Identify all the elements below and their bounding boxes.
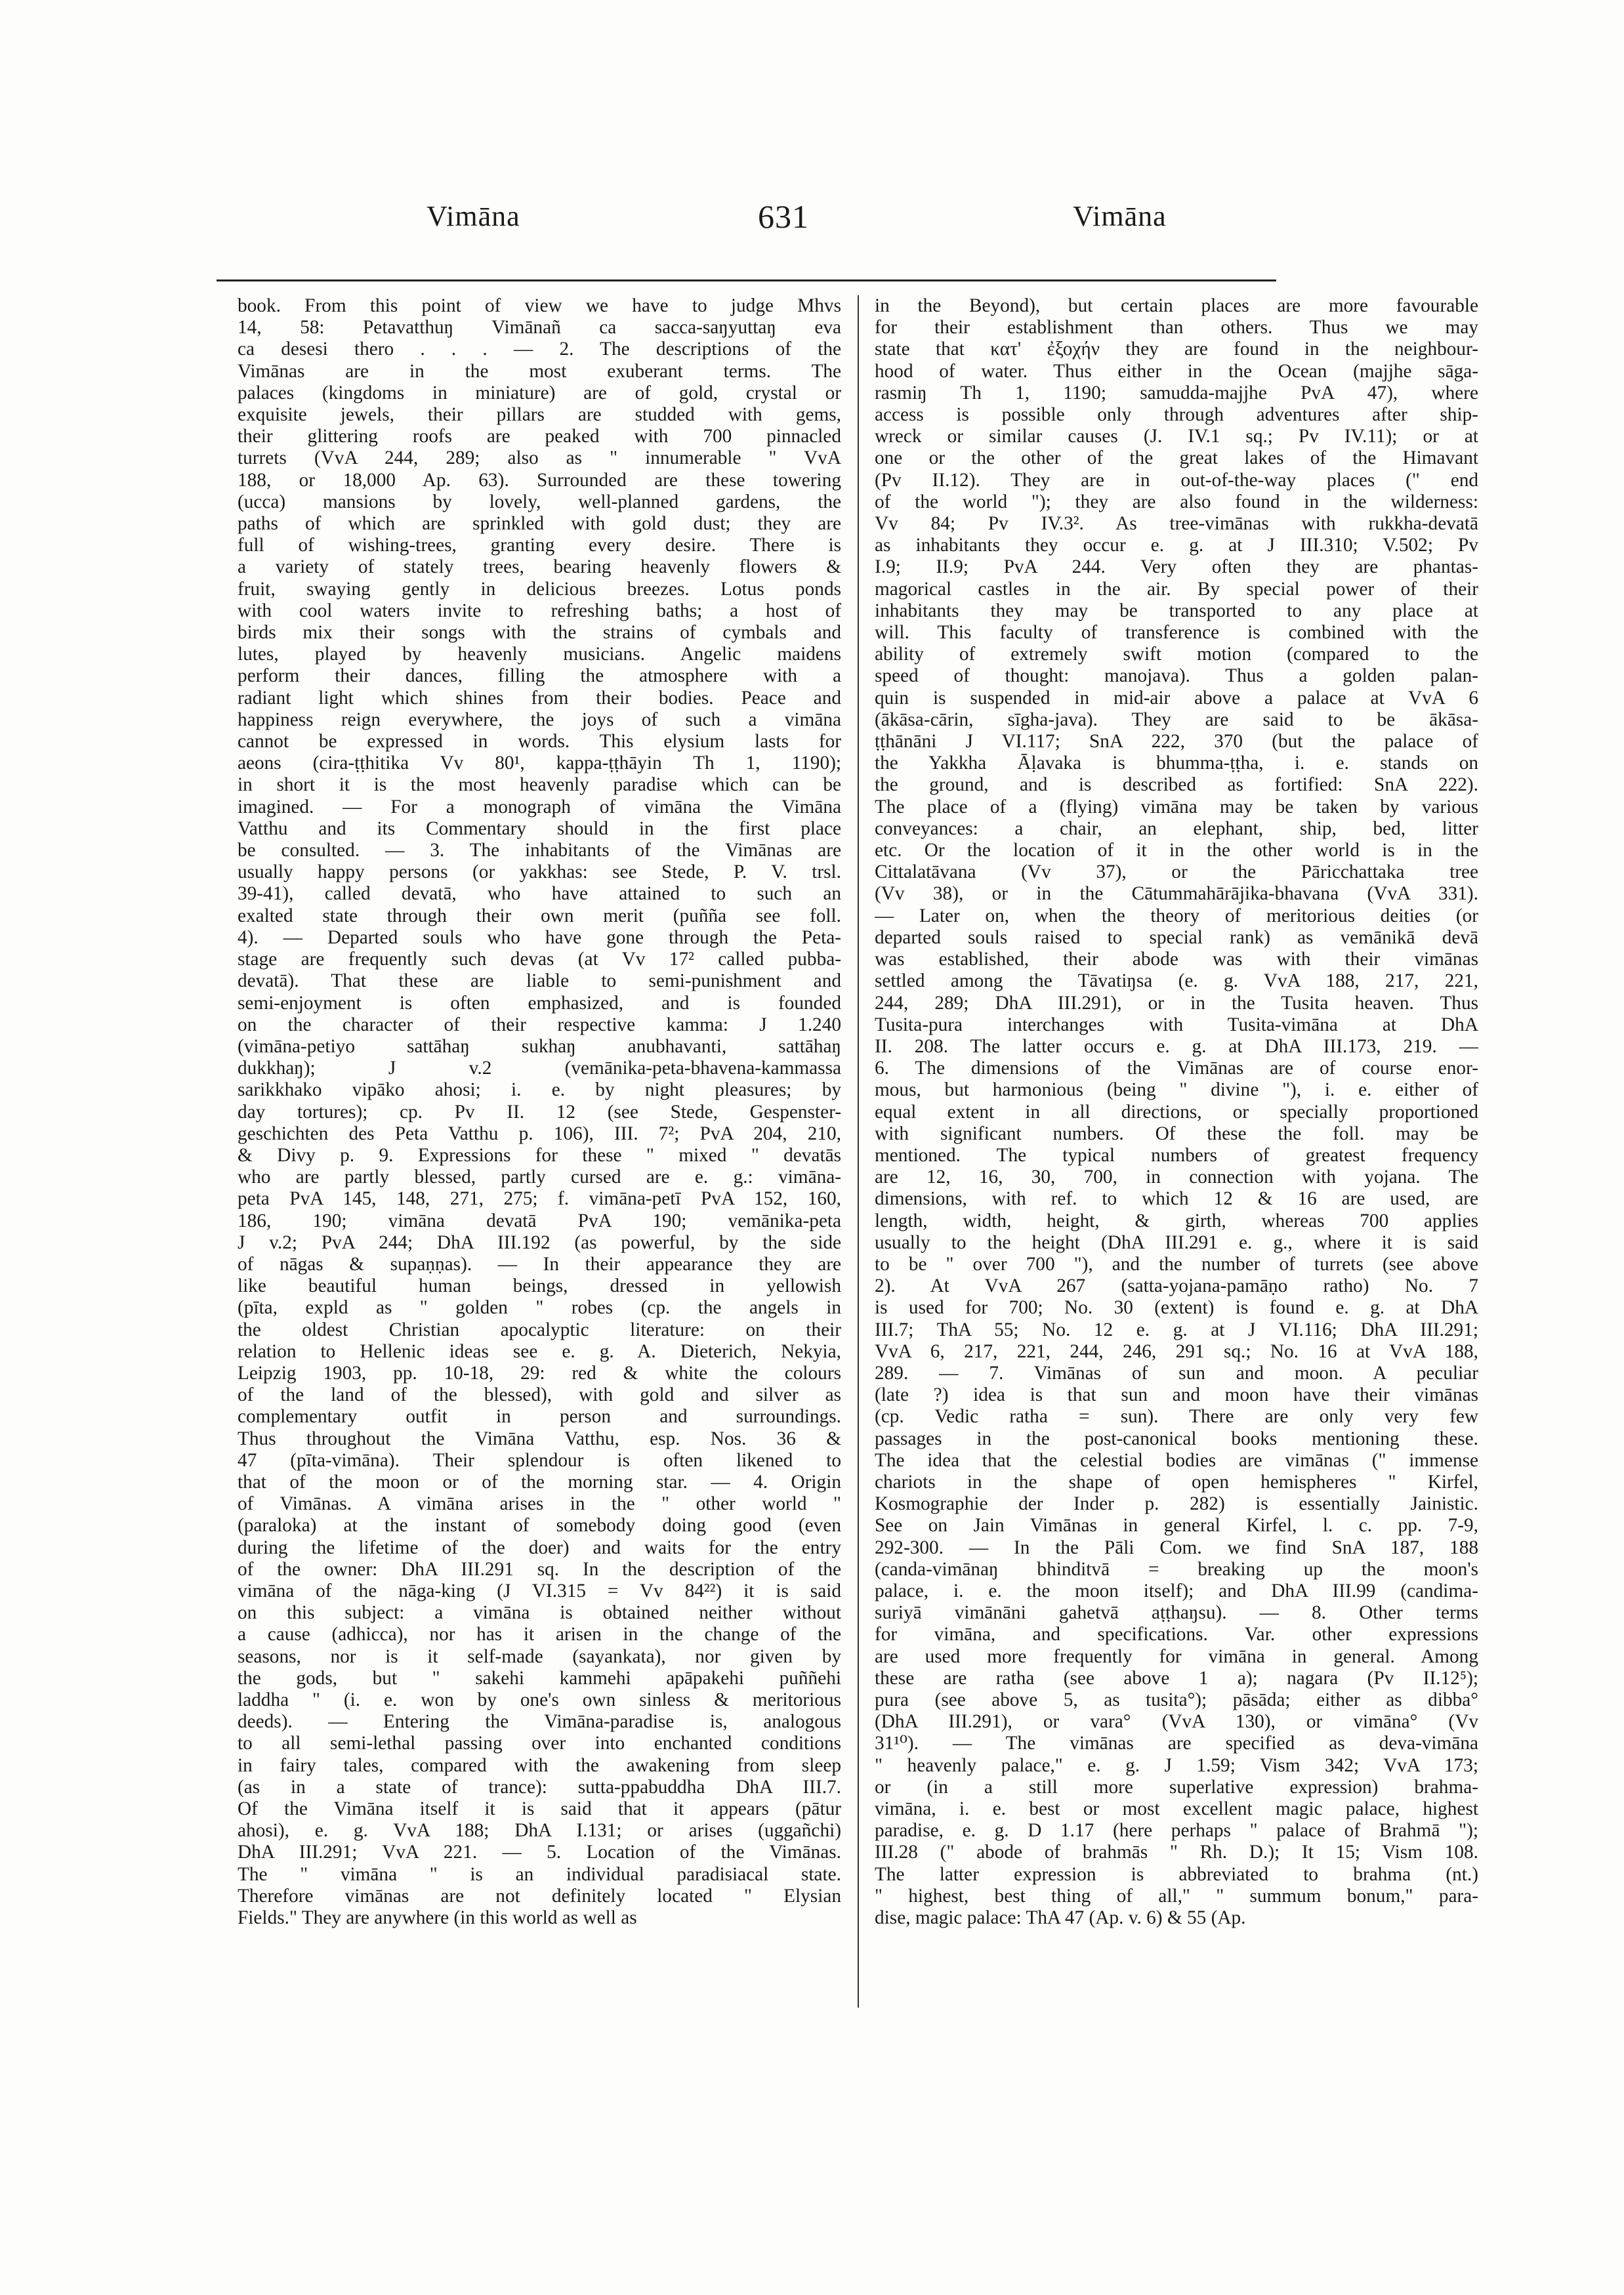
text-line: who are partly blessed, partly cursed are e. g.: vimāna- <box>238 1167 841 1188</box>
text-line: these are ratha (see above 1 a); nagara (Pv II.12⁵); <box>875 1667 1478 1689</box>
text-line: to be " over 700 "), and the number of turrets (see above <box>875 1253 1478 1275</box>
text-line: of the land of the blessed), with gold and silver as <box>238 1384 841 1406</box>
text-line: 31¹⁰). — The vimānas are specified as deva-vimāna <box>875 1733 1478 1754</box>
text-line: the gods, but " sakehi kammehi apāpakehi puññehi <box>238 1667 841 1689</box>
text-line: Fields." They are anywhere (in this world as well as <box>238 1907 637 1929</box>
text-line: stage are frequently such devas (at Vv 17² called pubba- <box>238 949 841 970</box>
text-line: dise, magic palace: ThA 47 (Ap. v. 6) & 55 (Ap. <box>875 1907 1246 1929</box>
text-line: the Yakkha Āḷavaka is bhumma-ṭṭha, i. e. stands on <box>875 753 1478 774</box>
text-line: deeds). — Entering the Vimāna-paradise is, analogous <box>238 1711 841 1733</box>
text-line: happiness reign everywhere, the joys of such a vimāna <box>238 709 841 730</box>
text-line: mous, but harmonious (being " divine "), i. e. either of <box>875 1079 1478 1101</box>
text-line: The latter expression is abbreviated to brahma (nt.) <box>875 1863 1478 1885</box>
text-line: palaces (kingdoms in miniature) are of gold, crystal or <box>238 382 841 403</box>
text-line: in short it is the most heavenly paradise which can be <box>238 774 841 796</box>
text-line: birds mix their songs with the strains of cymbals and <box>238 622 841 644</box>
header-left-title: Vimāna <box>427 200 520 232</box>
text-line: VvA 6, 217, 221, 244, 246, 291 sq.; No. 16 at VvA 188, <box>875 1340 1478 1362</box>
text-line: exquisite jewels, their pillars are studded with gems, <box>238 404 841 426</box>
text-line: 6. The dimensions of the Vimānas are of course enor- <box>875 1058 1478 1079</box>
text-line: speed of thought: manojava). Thus a golden palan- <box>875 665 1478 687</box>
left-column <box>238 295 841 2008</box>
text-line: full of wishing-trees, granting every desire. There is <box>238 535 841 556</box>
text-line: of the world "); they are also found in the wilderness: <box>875 491 1478 512</box>
text-line: — Later on, when the theory of meritorious deities (or <box>875 905 1478 926</box>
text-line: ahosi), e. g. VvA 188; DhA I.131; or arises (uggañchi) <box>238 1820 841 1842</box>
text-line: sarikkhako vipāko ahosi; i. e. by night pleasures; by <box>238 1079 841 1101</box>
text-line: Cittalatāvana (Vv 37), or the Pāricchattaka tree <box>875 861 1478 883</box>
text-line: 186, 190; vimāna devatā PvA 190; vemānika-peta <box>238 1210 841 1231</box>
text-line: (canda-vimānaŋ bhinditvā = breaking up the moon's <box>875 1558 1478 1580</box>
text-line: cannot be expressed in words. This elysium lasts for <box>238 731 841 753</box>
text-line: relation to Hellenic ideas see e. g. A. Dieterich, Nekyia, <box>238 1340 841 1362</box>
text-line: or (in a still more superlative expression) brahma- <box>875 1776 1478 1798</box>
text-line: for vimāna, and specifications. Var. other expressions <box>875 1624 1478 1645</box>
text-line: hood of water. Thus either in the Ocean (majjhe sāga- <box>875 360 1478 382</box>
text-line: See on Jain Vimānas in general Kirfel, l. c. pp. 7-9, <box>875 1515 1478 1537</box>
text-line: palace, i. e. the moon itself); and DhA III.99 (candima- <box>875 1580 1478 1602</box>
text-line: (Pv II.12). They are in out-of-the-way places (" end <box>875 469 1478 491</box>
text-line: vimāna, i. e. best or most excellent magic palace, highest <box>875 1798 1478 1820</box>
text-line: 47 (pīta-vimāna). Their splendour is often likened to <box>238 1449 841 1471</box>
text-line: was established, their abode was with their vimānas <box>875 949 1478 970</box>
text-line: suriyā vimānāni gahetvā aṭṭhaŋsu). — 8. Other terms <box>875 1602 1478 1624</box>
text-line: seasons, nor is it self-made (sayankata), nor given by <box>238 1645 841 1667</box>
text-line: wreck or similar causes (J. IV.1 sq.; Pv IV.11); or at <box>875 426 1478 447</box>
text-line: day tortures); cp. Pv II. 12 (see Stede, Gespenster- <box>238 1101 841 1123</box>
text-line: state that κατ' ἐξοχήν they are found in the neighbour- <box>875 339 1478 360</box>
text-line: complementary outfit in person and surroundings. <box>238 1406 841 1428</box>
text-line: (paraloka) at the instant of somebody doing good (even <box>238 1515 841 1537</box>
text-line: in the Beyond), but certain places are more favourable <box>875 295 1478 316</box>
text-line: Of the Vimāna itself it is said that it appears (pātur <box>238 1798 841 1820</box>
text-line: ca desesi thero . . . — 2. The descriptions of the <box>238 339 841 360</box>
paragraph <box>238 295 841 1929</box>
text-line: " heavenly palace," e. g. J 1.59; Vism 342; VvA 173; <box>875 1754 1478 1776</box>
text-line: ṭṭhānāni J VI.117; SnA 222, 370 (but the palace of <box>875 731 1478 753</box>
text-line: Vatthu and its Commentary should in the first place <box>238 817 841 839</box>
text-line: & Divy p. 9. Expressions for these " mixed " devatās <box>238 1144 841 1166</box>
text-line: the oldest Christian apocalyptic literature: on their <box>238 1319 841 1340</box>
text-line: that of the moon or of the morning star. — 4. Origin <box>238 1471 841 1493</box>
text-line: 14, 58: Petavatthuŋ Vimānañ ca sacca-saŋyuttaŋ eva <box>238 317 841 339</box>
text-line: 4). — Departed souls who have gone through the Peta- <box>238 926 841 948</box>
text-line: (pīta, expld as " golden " robes (cp. the angels in <box>238 1297 841 1319</box>
text-line: devatā). That these are liable to semi-punishment and <box>238 970 841 992</box>
text-line: (ucca) mansions by lovely, well-planned gardens, the <box>238 491 841 512</box>
text-line: access is possible only through adventures after ship- <box>875 404 1478 426</box>
text-line: (vimāna-petiyo sattāhaŋ sukhaŋ anubhavanti, sattāhaŋ <box>238 1035 841 1057</box>
text-line: J v.2; PvA 244; DhA III.192 (as powerful, by the side <box>238 1231 841 1253</box>
text-line: etc. Or the location of it in the other world is in the <box>875 840 1478 861</box>
text-line: (Vv 38), or in the Cātummahārājika-bhavana (VvA 331). <box>875 883 1478 905</box>
text-line: DhA III.291; VvA 221. — 5. Location of the Vimānas. <box>238 1842 841 1863</box>
paragraph <box>875 295 1478 1929</box>
text-line: 188, or 18,000 Ap. 63). Surrounded are these towering <box>238 469 841 491</box>
text-line: ability of extremely swift motion (compared to the <box>875 644 1478 665</box>
text-line: 39-41), called devatā, who have attained to such an <box>238 883 841 905</box>
text-line: laddha " (i. e. won by one's own sinless & meritorious <box>238 1689 841 1710</box>
text-line: radiant light which shines from their bodies. Peace and <box>238 687 841 709</box>
page-number: 631 <box>758 198 809 235</box>
text-line: their glittering roofs are peaked with 700 pinnacled <box>238 426 841 447</box>
text-line: Vimānas are in the most exuberant terms. The <box>238 360 841 382</box>
text-line: passages in the post-canonical books mentioning these. <box>875 1428 1478 1449</box>
text-line: are 12, 16, 30, 700, in connection with yojana. The <box>875 1167 1478 1188</box>
text-line: are used more frequently for vimāna in general. Among <box>875 1645 1478 1667</box>
text-line: (DhA III.291), or vara° (VvA 130), or vimāna° (Vv <box>875 1711 1478 1733</box>
text-line: for their establishment than others. Thus we may <box>875 317 1478 339</box>
text-line: 289. — 7. Vimānas of sun and moon. A peculiar <box>875 1362 1478 1384</box>
text-line: semi-enjoyment is often emphasized, and is founded <box>238 992 841 1014</box>
text-line: is used for 700; No. 30 (extent) is found e. g. at DhA <box>875 1297 1478 1319</box>
text-line: pura (see above 5, as tusita°); pāsāda; either as dibba° <box>875 1689 1478 1710</box>
text-line: on this subject: a vimāna is obtained neither without <box>238 1602 841 1624</box>
text-line: fruit, swaying gently in delicious breezes. Lotus ponds <box>238 578 841 600</box>
page-header <box>217 197 1276 276</box>
text-line: the ground, and is described as fortified: SnA 222). <box>875 774 1478 796</box>
text-line: aeons (cira-ṭṭhitika Vv 80¹, kappa-ṭṭhāyin Th 1, 1190); <box>238 753 841 774</box>
text-line: of nāgas & supaṇṇas). — In their appearance they are <box>238 1253 841 1275</box>
text-line: book. From this point of view we have to judge Mhvs <box>238 295 841 316</box>
text-line: 292-300. — In the Pāli Com. we find SnA 187, 188 <box>875 1537 1478 1558</box>
text-line: to all semi-lethal passing over into enchanted conditions <box>238 1733 841 1754</box>
text-line: turrets (VvA 244, 289; also as " innumerable " VvA <box>238 447 841 469</box>
text-line: quin is suspended in mid-air above a palace at VvA 6 <box>875 687 1478 709</box>
text-line: Tusita-pura interchanges with Tusita-vimāna at DhA <box>875 1014 1478 1035</box>
text-line: mentioned. The typical numbers of greatest frequency <box>875 1144 1478 1166</box>
text-line: 244, 289; DhA III.291), or in the Tusita heaven. Thus <box>875 992 1478 1014</box>
text-line: paradise, e. g. D 1.17 (here perhaps " palace of Brahmā "); <box>875 1820 1478 1842</box>
text-line: Thus throughout the Vimāna Vatthu, esp. Nos. 36 & <box>238 1428 841 1449</box>
text-line: paths of which are sprinkled with gold dust; they are <box>238 513 841 535</box>
text-line: imagined. — For a monograph of vimāna the Vimāna <box>238 796 841 817</box>
text-line: " highest, best thing of all," " summum bonum," para- <box>875 1885 1478 1907</box>
text-line: usually to the height (DhA III.291 e. g., where it is said <box>875 1231 1478 1253</box>
text-line: rasmiŋ Th 1, 1190; samudda-majjhe PvA 47), where <box>875 382 1478 403</box>
text-line: of Vimānas. A vimāna arises in the " other world " <box>238 1493 841 1515</box>
text-line: on the character of their respective kamma: J 1.240 <box>238 1014 841 1035</box>
text-line: The place of a (flying) vimāna may be taken by various <box>875 796 1478 817</box>
text-line: exalted state through their own merit (puñña see foll. <box>238 905 841 926</box>
text-line: inhabitants they may be transported to any place at <box>875 600 1478 621</box>
text-line: (as in a state of trance): sutta-ppabuddha DhA III.7. <box>238 1776 841 1798</box>
text-line: one or the other of the great lakes of the Himavant <box>875 447 1478 469</box>
text-line: a variety of stately trees, bearing heavenly flowers & <box>238 556 841 578</box>
text-line: during the lifetime of the doer) and waits for the entry <box>238 1537 841 1558</box>
text-line: I.9; II.9; PvA 244. Very often they are phantas- <box>875 556 1478 578</box>
text-line: Kosmographie der Inder p. 282) is essentially Jainistic. <box>875 1493 1478 1515</box>
text-line: III.28 (" abode of brahmās " Rh. D.); It 15; Vism 108. <box>875 1842 1478 1863</box>
text-line: length, width, height, & girth, whereas 700 applies <box>875 1210 1478 1231</box>
text-line: chariots in the shape of open hemispheres " Kirfel, <box>875 1471 1478 1493</box>
header-right-title: Vimāna <box>1073 200 1167 232</box>
text-line: departed souls raised to special rank) as vemānikā devā <box>875 926 1478 948</box>
text-line: vimāna of the nāga-king (J VI.315 = Vv 84²²) it is said <box>238 1580 841 1602</box>
text-line: usually happy persons (or yakkhas: see Stede, P. V. trsl. <box>238 861 841 883</box>
text-line: settled among the Tāvatiŋsa (e. g. VvA 188, 217, 221, <box>875 970 1478 992</box>
column-divider <box>858 295 859 2008</box>
text-line: The idea that the celestial bodies are vimānas (" immense <box>875 1449 1478 1471</box>
header-rule <box>217 279 1276 281</box>
text-line: 2). At VvA 267 (satta-yojana-pamāṇo ratho) No. 7 <box>875 1275 1478 1297</box>
text-line: (late ?) idea is that sun and moon have their vimānas <box>875 1384 1478 1406</box>
text-line: lutes, played by heavenly musicians. Angelic maidens <box>238 644 841 665</box>
text-line: of the owner: DhA III.291 sq. In the description of the <box>238 1558 841 1580</box>
text-line: equal extent in all directions, or specially proportioned <box>875 1101 1478 1123</box>
text-line: in fairy tales, compared with the awakening from sleep <box>238 1754 841 1776</box>
text-line: a cause (adhicca), nor has it arisen in the change of the <box>238 1624 841 1645</box>
text-line: Vv 84; Pv IV.3². As tree-vimānas with rukkha-devatā <box>875 513 1478 535</box>
text-line: (ākāsa-cārin, sīgha-java). They are said to be ākāsa- <box>875 709 1478 730</box>
text-line: (cp. Vedic ratha = sun). There are only very few <box>875 1406 1478 1428</box>
text-line: The " vimāna " is an individual paradisiacal state. <box>238 1863 841 1885</box>
text-line: like beautiful human beings, dressed in yellowish <box>238 1275 841 1297</box>
text-line: geschichten des Peta Vatthu p. 106), III. 7²; PvA 204, 210, <box>238 1123 841 1144</box>
right-column <box>875 295 1478 2008</box>
text-line: II. 208. The latter occurs e. g. at DhA III.173, 219. — <box>875 1035 1478 1057</box>
text-line: will. This faculty of transference is combined with the <box>875 622 1478 644</box>
text-line: dimensions, with ref. to which 12 & 16 are used, are <box>875 1188 1478 1210</box>
text-line: Therefore vimānas are not definitely located " Elysian <box>238 1885 841 1907</box>
text-line: conveyances: a chair, an elephant, ship, bed, litter <box>875 817 1478 839</box>
text-line: dukkhaŋ); J v.2 (vemānika-peta-bhavena-kammassa <box>238 1058 841 1079</box>
text-line: with significant numbers. Of these the foll. may be <box>875 1123 1478 1144</box>
text-line: be consulted. — 3. The inhabitants of the Vimānas are <box>238 840 841 861</box>
text-line: as inhabitants they occur e. g. at J III.310; V.502; Pv <box>875 535 1478 556</box>
text-line: perform their dances, filling the atmosphere with a <box>238 665 841 687</box>
text-line: with cool waters invite to refreshing baths; a host of <box>238 600 841 621</box>
text-line: magorical castles in the air. By special power of their <box>875 578 1478 600</box>
text-line: peta PvA 145, 148, 271, 275; f. vimāna-petī PvA 152, 160, <box>238 1188 841 1210</box>
text-line: III.7; ThA 55; No. 12 e. g. at J VI.116; DhA III.291; <box>875 1319 1478 1340</box>
text-line: Leipzig 1903, pp. 10-18, 29: red & white the colours <box>238 1362 841 1384</box>
